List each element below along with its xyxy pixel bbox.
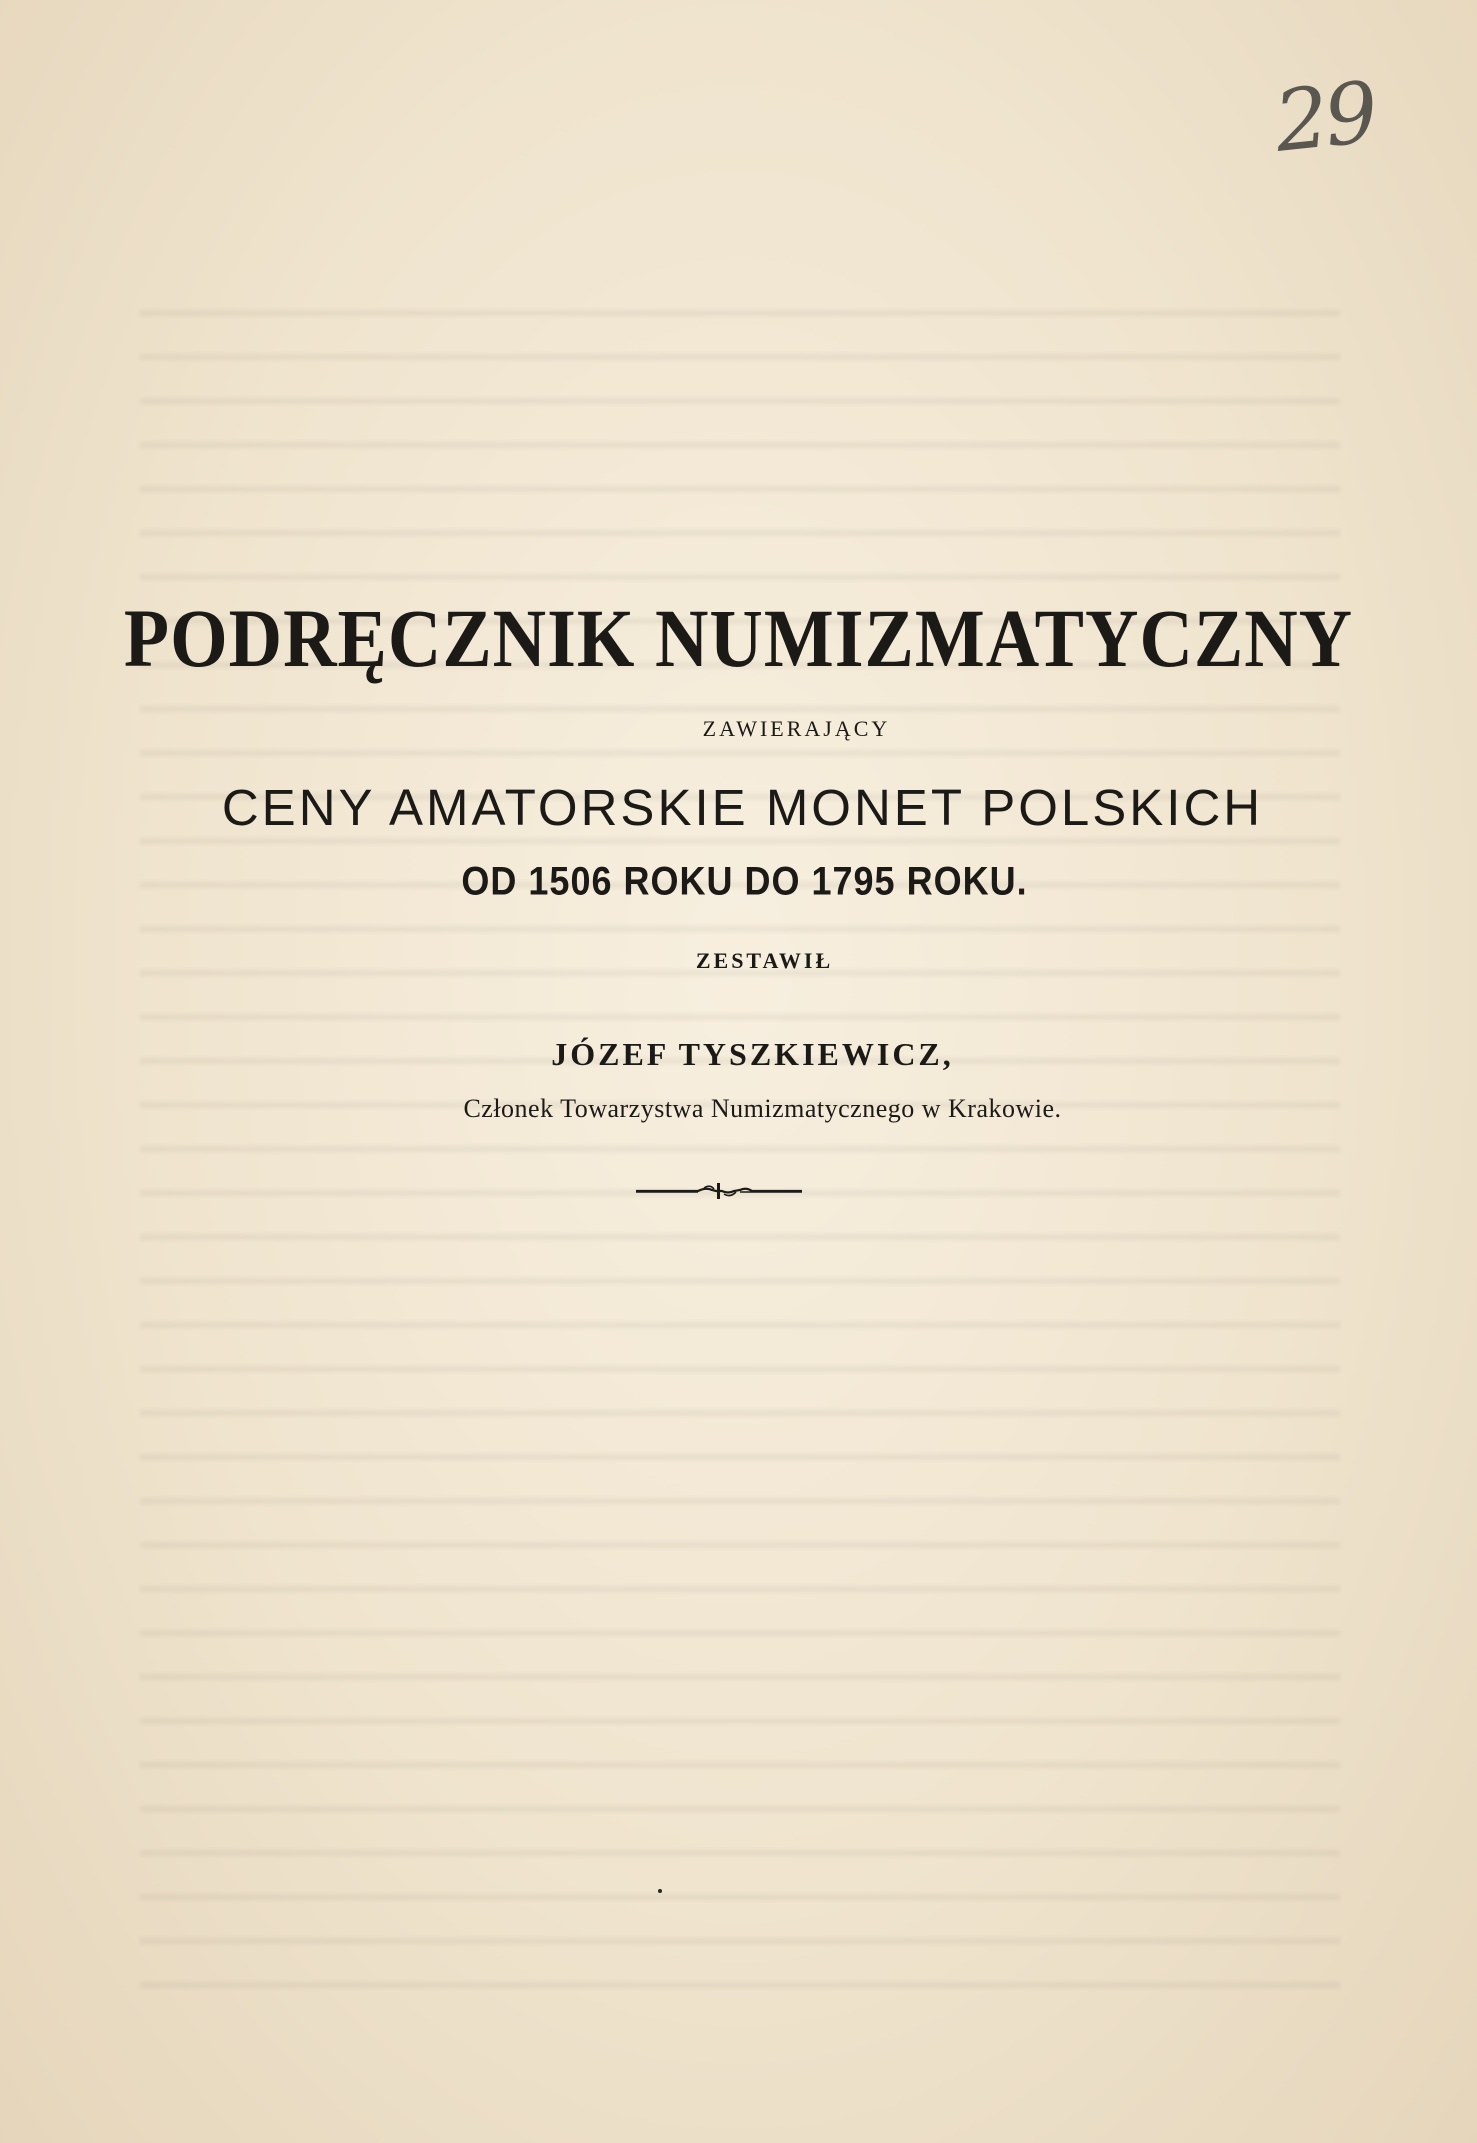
containing-label: ZAWIERAJĄCY xyxy=(702,716,891,741)
decorative-rule-ornament xyxy=(634,1180,804,1202)
author-affiliation: Członek Towarzystwa Numizmatycznego w Krakowie. xyxy=(463,1094,1062,1123)
book-subtitle: CENY AMATORSKIE MONET POLSKICH xyxy=(221,779,1264,836)
date-range: OD 1506 ROKU DO 1795 ROKU. xyxy=(461,858,1028,904)
print-speck xyxy=(658,1889,662,1893)
book-title: PODRĘCZNIK NUMIZMATYCZNY xyxy=(123,593,1354,685)
handwritten-page-number: 29 xyxy=(1270,63,1379,171)
author-name: JÓZEF TYSZKIEWICZ, xyxy=(551,1036,954,1072)
bleed-through-texture xyxy=(140,310,1340,2010)
compiled-by-label: ZESTAWIŁ xyxy=(695,948,834,973)
